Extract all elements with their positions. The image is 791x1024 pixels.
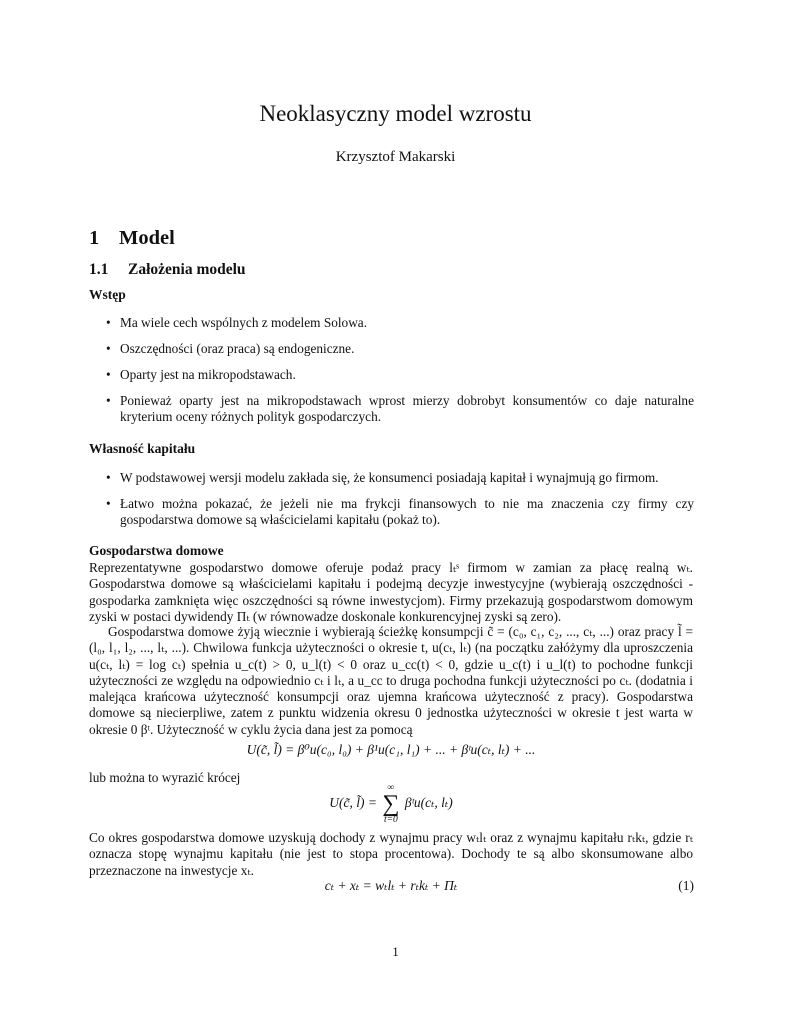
paper-author: Krzysztof Makarski [335, 149, 456, 165]
sum-lower-limit: t=0 [384, 815, 398, 825]
subsection-title: Założenia modelu [128, 261, 246, 278]
page-number: 1 [392, 944, 399, 959]
equation-budget: cₜ + xₜ = wₜlₜ + rₜkₜ + Πₜ [324, 878, 458, 893]
list-item: • Łatwo można pokazać, że jeżeli nie ma frykcji finansowych to nie ma znaczenia czy firmy czy gospodarstwa domowe są właścicielami kapitału (pokaż to). [106, 496, 694, 528]
paper-title: Neoklasyczny model wzrostu [259, 101, 532, 126]
list-item: • Oszczędności (oraz praca) są endogeniczne. [106, 341, 694, 357]
equation-utility-sum [89, 783, 693, 825]
subsection-heading [89, 261, 246, 279]
paragraph-1: Reprezentatywne gospodarstwo domowe oferuje podaż pracy lₜˢ firmom w zamian za płacę realną wₜ. Gospodarstwa domowe są właścicielami kapitału i podejmą decyzje inwestycyjne (wybierają oszczędności - gospodarka zamknięta więc oszczędności są równe inwestycjom). Firmy przekazują gospodarstwom domowym zyski w postaci dywidendy Πₜ (w równowadze doskonale konkurencyjnej zyski są zero). [89, 560, 693, 624]
wlasnosc-list [106, 470, 694, 538]
list-item: • Oparty jest na mikropodstawach. [106, 367, 694, 383]
summation [382, 783, 399, 825]
equation-lhs: U(c̃, l̃) = [329, 795, 377, 811]
equation-number: (1) [678, 878, 694, 893]
wstep-heading: Wstęp [89, 287, 126, 302]
wstep-list [106, 315, 694, 435]
paragraph-4: Co okres gospodarstwa domowe uzyskują dochody z wynajmu pracy wₜlₜ oraz z wynajmu kapitału rₜkₜ, gdzie rₜ oznacza stopę wynajmu kapitału (nie jest to stopa procentowa). Dochody te są albo skonsumowane albo przeznaczone na inwestycje xₜ. [89, 830, 693, 878]
list-item: • Ponieważ oparty jest na mikropodstawach wprost mierzy dobrobyt konsumentów co daje naturalne kryterium oceny różnych polityk gospodarczych. [106, 393, 694, 425]
wlasnosc-heading: Własność kapitału [89, 441, 196, 456]
equation-rhs: βᵗu(cₜ, lₜ) [404, 795, 453, 811]
paragraph-3: lub można to wyrazić krócej [89, 770, 241, 785]
paragraph-2: Gospodarstwa domowe żyją wiecznie i wybierają ścieżkę konsumpcji c̃ = (c₀, c₁, c₂, ..., cₜ, ...) oraz pracy l̃ = (l₀, l₁, l₂, ..., lₜ, ...). Chwilowa funkcja użyteczności o okresie t, u(cₜ, lₜ) (na początku załóżymy dla uproszczenia u(cₜ, lₜ) = log cₜ) spełnia u_c(t) > 0, u_l(t) < 0 oraz u_cc(t) < 0, gdzie u_c(t) i u_l(t) to pochodne funkcji użyteczności ze względu na odpowiednio cₜ i lₜ, a u_cc to druga pochodna funkcji użyteczności po cₜ. (dodatnia i malejąca krańcowa użyteczność konsumpcji oraz ujemna krańcowa użyteczność z pracy). Gospodarstwa domowe są niecierpliwe, zatem z punktu widzenia okresu 0 jednostka użyteczności w okresie t jest warta w okresie 0 βᵗ. Użyteczność w cyklu życia dana jest za pomocą [89, 624, 693, 737]
gospodarstwa-heading: Gospodarstwa domowe [89, 543, 224, 558]
section-title: Model [119, 227, 175, 249]
section-heading [89, 227, 175, 250]
sum-symbol: ∑ [382, 791, 400, 817]
list-item: • W podstawowej wersji modelu zakłada się, że konsumenci posiadają kapitał i wynajmują go firmom. [106, 470, 694, 486]
subsection-number: 1.1 [89, 261, 109, 278]
list-item: • Ma wiele cech wspólnych z modelem Solowa. [106, 315, 694, 331]
section-number: 1 [89, 227, 100, 249]
sum-upper-limit: ∞ [387, 783, 395, 793]
equation-utility-expanded: U(c̃, l̃) = β⁰u(c₀, l₀) + β¹u(c₁, l₁) + ... + βᵗu(cₜ, lₜ) + ... [246, 742, 536, 757]
